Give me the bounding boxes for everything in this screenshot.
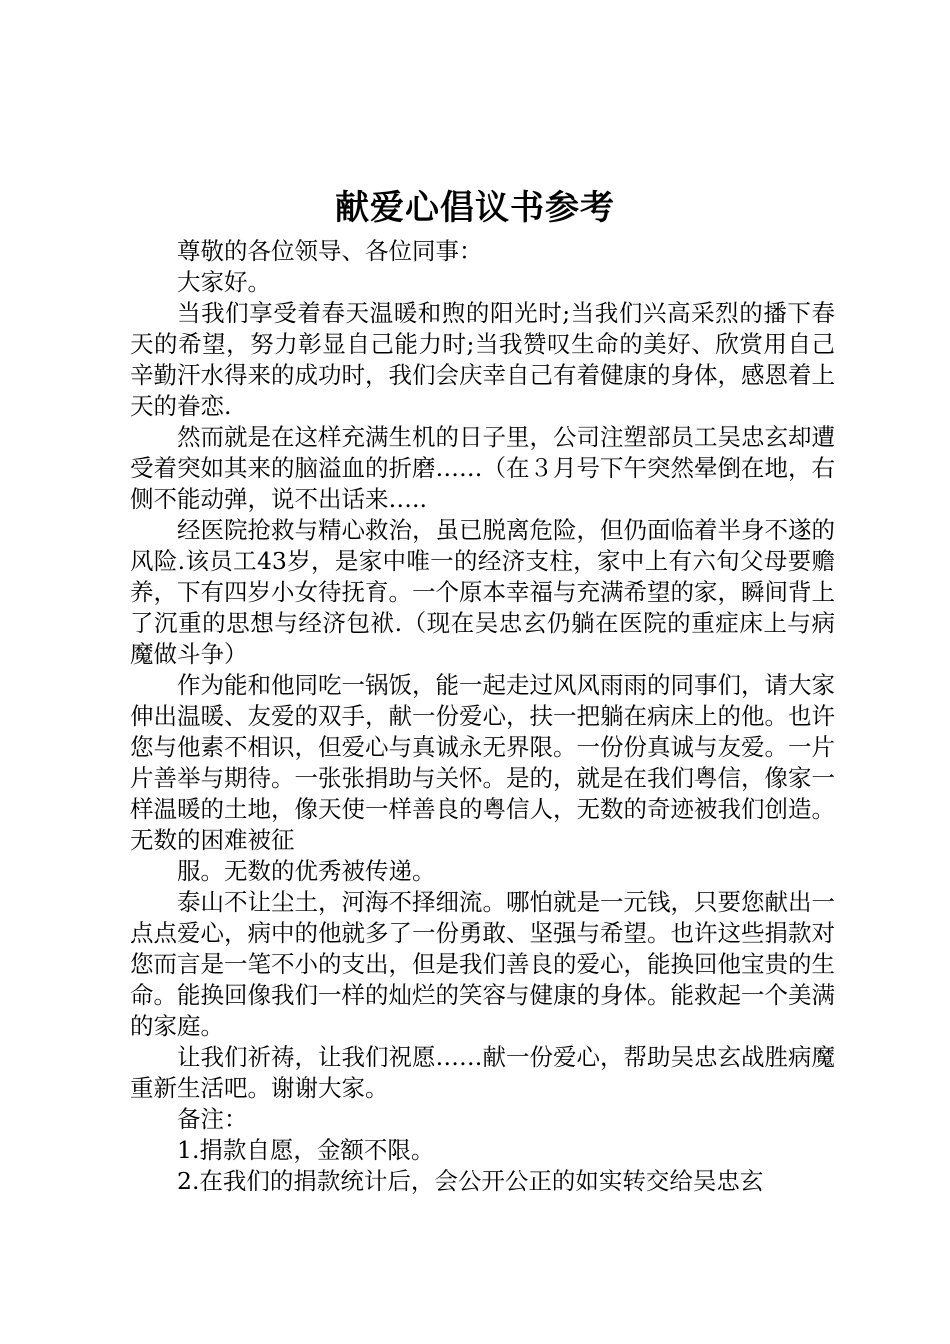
document-title: 献爱心倡议书参考 bbox=[335, 188, 615, 228]
paragraph-5: 泰山不让尘土，河海不择细流。哪怕就是一元钱，只要您献出一点点爱心，病中的他就多了一份勇敢、坚强与希望。也许这些捐款对您而言是一笔不小的支出，但是我们善良的爱心，能换回他宝贵的生命。能换回像我们一样的灿烂的笑容与健康的身体。能救起一个美满的家庭。 bbox=[130, 888, 835, 1040]
paragraph-4-continued: 服。无数的优秀被传递。 bbox=[177, 857, 436, 885]
paragraph-6: 让我们祈祷，让我们祝愿……献一份爱心，帮助吴忠玄战胜病魔重新生活吧。谢谢大家。 bbox=[130, 1043, 835, 1102]
document-body bbox=[130, 236, 835, 1197]
paragraph-3: 经医院抢救与精心救治，虽已脱离危险，但仍面临着半身不遂的风险.该员工43岁，是家中唯一的经济支柱，家中上有六旬父母要赡养，下有四岁小女待抚育。一个原本幸福与充满希望的家，瞬间背上了沉重的思想与经济包袱.（现在吴忠玄仍躺在医院的重症床上与病魔做斗争） bbox=[130, 516, 835, 668]
salutation: 尊敬的各位领导、各位同事： bbox=[177, 237, 483, 265]
paragraph-1: 当我们享受着春天温暖和煦的阳光时;当我们兴高采烈的播下春天的希望，努力彰显自己能力时;当我赞叹生命的美好、欣赏用自己辛勤汗水得来的成功时，我们会庆幸自己有着健康的身体，感恩着上天的眷恋. bbox=[130, 299, 835, 420]
greeting: 大家好。 bbox=[177, 268, 271, 296]
note-item-2: 2.在我们的捐款统计后，会公开公正的如实转交给吴忠玄 bbox=[177, 1167, 764, 1195]
paragraph-4: 作为能和他同吃一锅饭，能一起走过风风雨雨的同事们，请大家伸出温暖、友爱的双手，献一份爱心，扶一把躺在病床上的他。也许您与他素不相识，但爱心与真诚永无界限。一份份真诚与友爱。一片片善举与期待。一张张捐助与关怀。是的，就是在我们粤信，像家一样温暖的土地，像天使一样善良的粤信人，无数的奇迹被我们创造。无数的困难被征 bbox=[130, 671, 835, 854]
note-item-1: 1.捐款自愿，金额不限。 bbox=[177, 1136, 435, 1164]
paragraph-2: 然而就是在这样充满生机的日子里，公司注塑部员工吴忠玄却遭受着突如其来的脑溢血的折磨……（在３月号下午突然晕倒在地，右侧不能动弹，说不出话来….. bbox=[130, 423, 835, 513]
notes-heading: 备注： bbox=[177, 1105, 248, 1133]
